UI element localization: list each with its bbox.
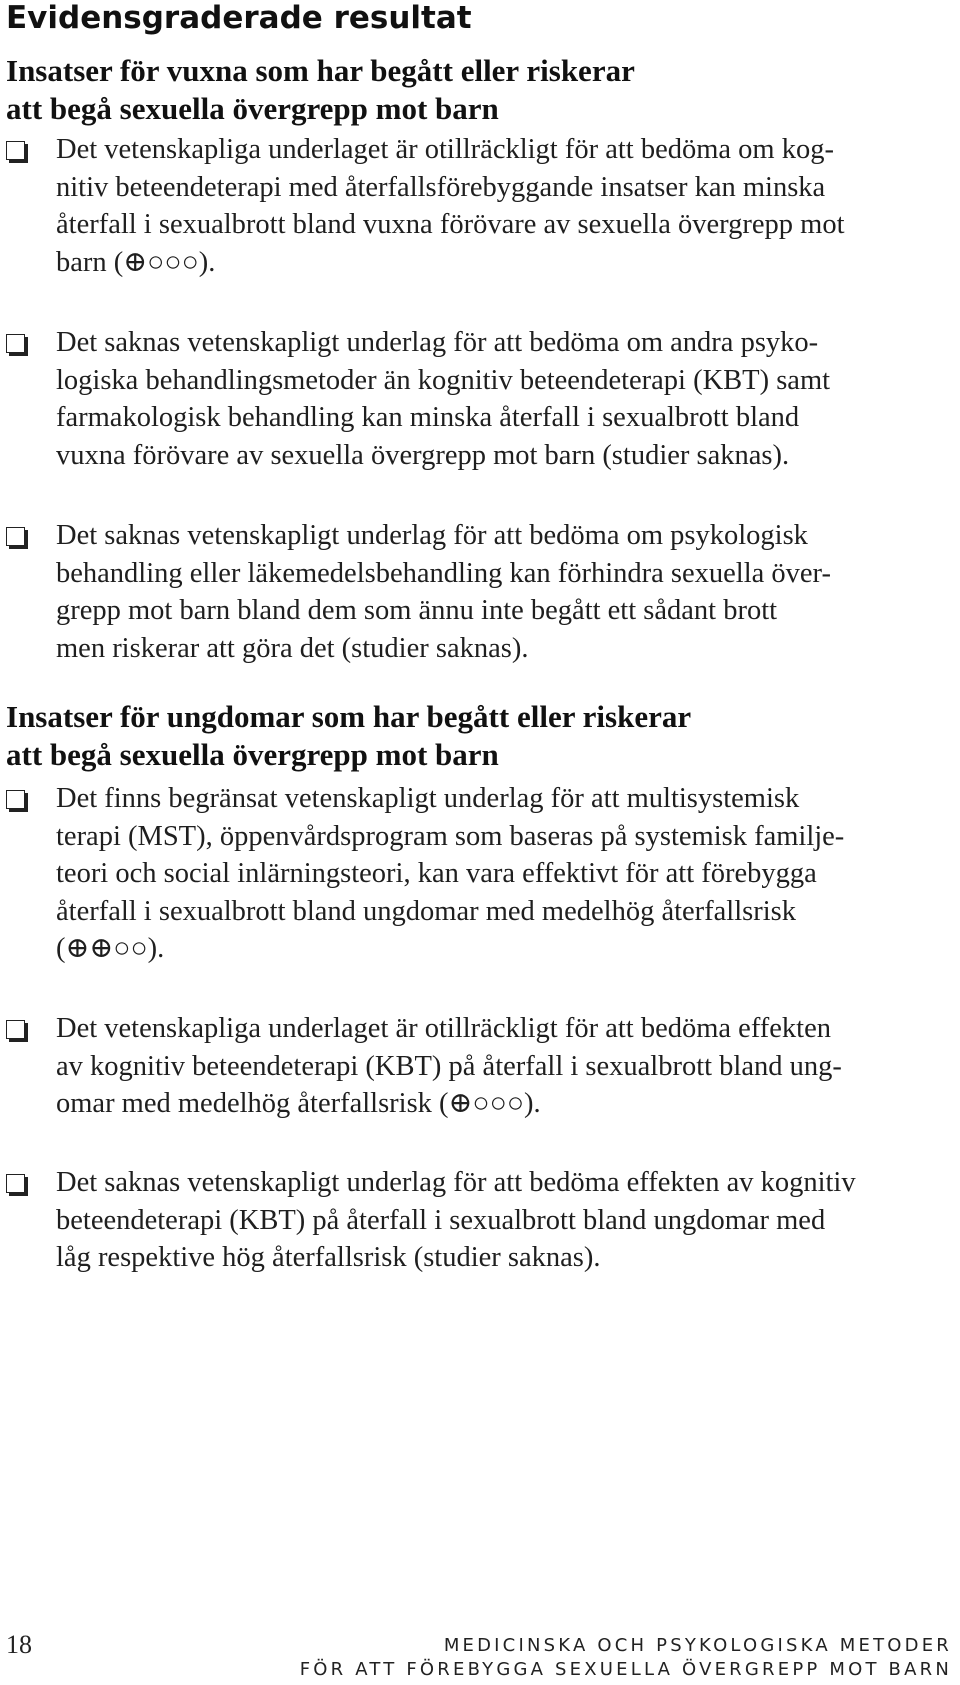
checkbox-bullet-icon (6, 334, 25, 353)
section-heading-line: Insatser för vuxna som har begått eller riskerar (6, 53, 635, 88)
bullet-text (56, 1164, 954, 1277)
bullet-item (6, 324, 954, 474)
page-heading: Evidensgraderade resultat (6, 0, 472, 36)
text-line: Det saknas vetenskapligt underlag för att bedöma om andra psyko- (56, 327, 819, 358)
text-line: omar med medelhög återfallsrisk (⊕○○○). (56, 1088, 541, 1119)
text-line: återfall i sexualbrott bland vuxna förövare av sexuella övergrepp mot (56, 209, 845, 240)
bullet-text (56, 780, 954, 968)
bullet-item (6, 131, 954, 281)
checkbox-bullet-icon (6, 790, 25, 809)
bullet-item (6, 780, 954, 968)
text-line: logiska behandlingsmetoder än kognitiv beteendeterapi (KBT) samt (56, 364, 831, 396)
text-line: grepp mot barn bland dem som ännu inte begått ett sådant brott (56, 595, 778, 626)
text-line: Det saknas vetenskapligt underlag för att bedöma effekten av kognitiv (56, 1167, 856, 1198)
bullet-item (6, 1010, 954, 1123)
checkbox-bullet-icon (6, 1020, 25, 1039)
checkbox-bullet-icon (6, 141, 25, 160)
bullet-text (56, 517, 954, 667)
text-line: behandling eller läkemedelsbehandling kan förhindra sexuella över- (56, 557, 831, 589)
checkbox-bullet-icon (6, 1174, 25, 1193)
bullet-text (56, 131, 954, 281)
section-heading-line: att begå sexuella övergrepp mot barn (6, 91, 499, 126)
text-line: återfall i sexualbrott bland ungdomar med medelhög återfallsrisk (56, 895, 796, 927)
section-heading-youth (6, 698, 691, 774)
text-line: Det finns begränsat vetenskapligt underlag för att multisystemisk (56, 783, 800, 814)
text-line: men riskerar att göra det (studier saknas). (56, 632, 529, 664)
bullet-text (56, 324, 954, 474)
text-line: vuxna förövare av sexuella övergrepp mot barn (studier saknas). (56, 439, 790, 471)
bullet-item (6, 1164, 954, 1277)
bullet-item (6, 517, 954, 667)
text-line: farmakologisk behandling kan minska återfall i sexualbrott bland (56, 402, 800, 433)
checkbox-bullet-icon (6, 527, 25, 546)
text-line: Det vetenskapliga underlaget är otillräckligt för att bedöma effekten (56, 1013, 831, 1044)
text-line: (⊕⊕○○). (56, 933, 165, 964)
section-heading-line: att begå sexuella övergrepp mot barn (6, 737, 499, 772)
text-line: av kognitiv beteendeterapi (KBT) på återfall i sexualbrott bland ung- (56, 1050, 842, 1082)
text-line: barn (⊕○○○). (56, 246, 216, 278)
footer-title-line: FÖR ATT FÖREBYGGA SEXUELLA ÖVERGREPP MOT BARN (299, 1659, 952, 1680)
text-line: Det saknas vetenskapligt underlag för att bedöma om psykologisk (56, 520, 808, 551)
text-line: Det vetenskapliga underlaget är otillräckligt för att bedöma om kog- (56, 134, 834, 165)
text-line: nitiv beteendeterapi med återfallsförebyggande insatser kan minska (56, 171, 826, 203)
bullet-text (56, 1010, 954, 1123)
text-line: teori och social inlärningsteori, kan vara effektivt för att förebygga (56, 858, 817, 889)
section-heading-adults (6, 52, 635, 128)
footer-title-line: MEDICINSKA OCH PSYKOLOGISKA METODER (443, 1635, 952, 1656)
section-heading-line: Insatser för ungdomar som har begått eller riskerar (6, 699, 692, 734)
text-line: beteendeterapi (KBT) på återfall i sexualbrott bland ungdomar med (56, 1204, 826, 1236)
text-line: terapi (MST), öppenvårdsprogram som baseras på systemisk familje- (56, 820, 845, 852)
page-number: 18 (6, 1630, 32, 1659)
text-line: låg respektive hög återfallsrisk (studier saknas). (56, 1242, 601, 1273)
